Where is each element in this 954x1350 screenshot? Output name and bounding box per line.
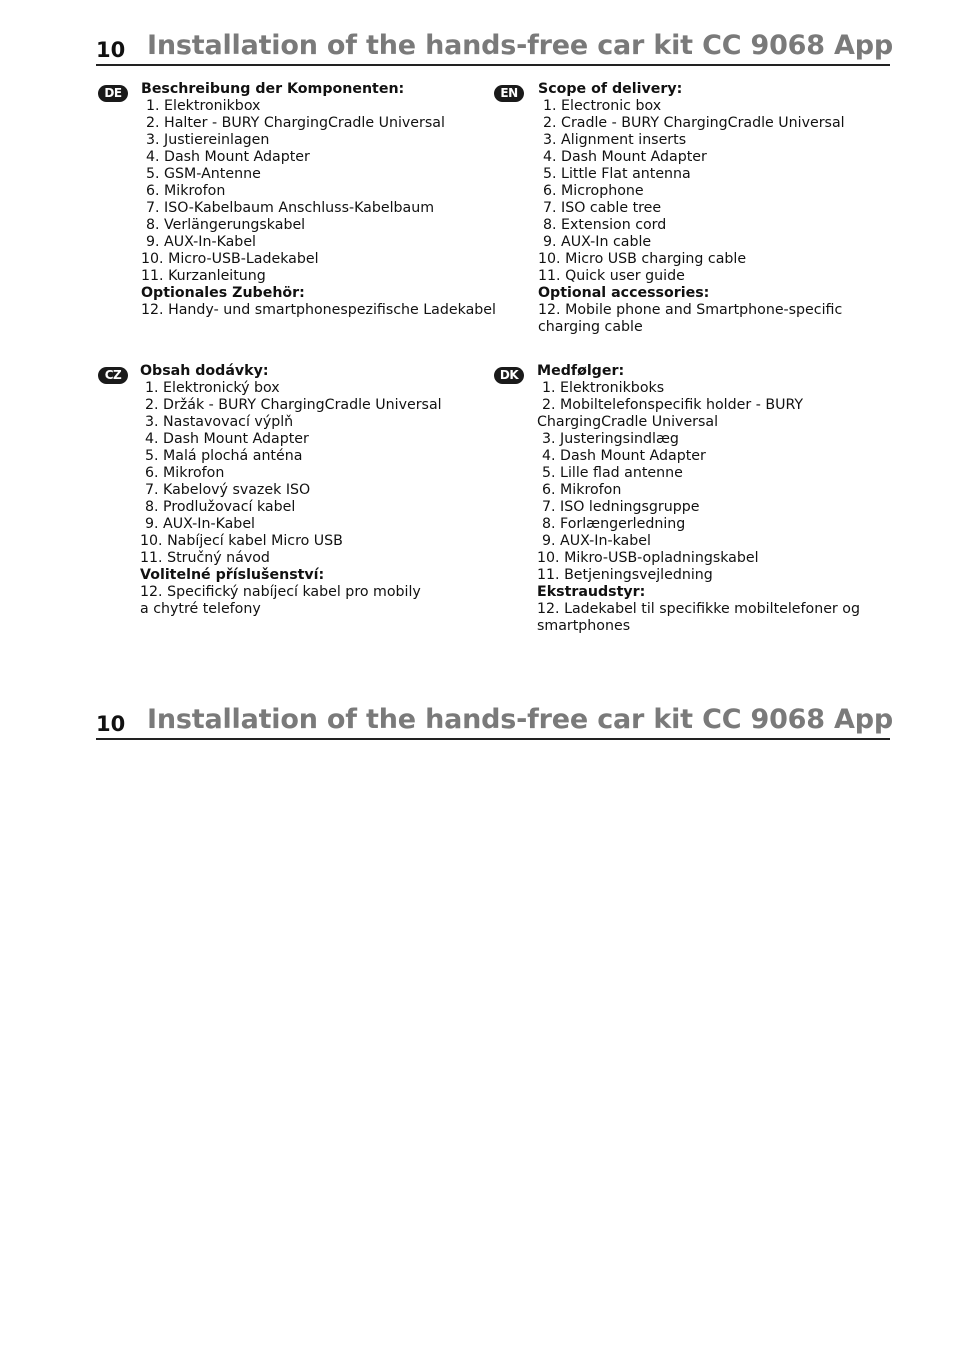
list-item: 11. Quick user guide: [538, 268, 685, 284]
language-badge-de: DE: [98, 85, 128, 102]
list-item: 8. Prodlužovací kabel: [145, 499, 296, 515]
optional-heading: Optionales Zubehör:: [141, 285, 305, 301]
section-heading: Beschreibung der Komponenten:: [141, 81, 405, 97]
list-item: 2. Cradle - BURY ChargingCradle Universal: [543, 115, 845, 131]
list-item-continuation: ChargingCradle Universal: [537, 414, 719, 430]
page-number: 10: [96, 712, 126, 736]
section-heading: Scope of delivery:: [538, 81, 683, 97]
list-item: 10. Nabíjecí kabel Micro USB: [140, 533, 343, 549]
list-item: 9. AUX-In-kabel: [542, 533, 651, 549]
list-item: 7. Kabelový svazek ISO: [145, 482, 311, 498]
optional-heading: Volitelné příslušenství:: [140, 567, 325, 583]
optional-heading: Ekstraudstyr:: [537, 584, 646, 600]
list-item: 10. Mikro-USB-opladningskabel: [537, 550, 759, 566]
optional-heading: Optional accessories:: [538, 285, 710, 301]
list-item: 8. Verlängerungskabel: [146, 217, 306, 233]
list-item: 4. Dash Mount Adapter: [146, 149, 310, 165]
list-item: 7. ISO cable tree: [543, 200, 662, 216]
component-list-dk: [537, 363, 882, 635]
list-item: 4. Dash Mount Adapter: [543, 149, 707, 165]
list-item: 8. Forlængerledning: [542, 516, 686, 532]
optional-item: 12. Mobile phone and Smartphone-specific: [538, 302, 843, 318]
section-heading: Obsah dodávky:: [140, 363, 269, 379]
optional-item-continuation: a chytré telefony: [140, 601, 261, 617]
list-item: 1. Elektronický box: [145, 380, 280, 396]
list-item: 1. Elektronikboks: [542, 380, 665, 396]
list-item: 2. Halter - BURY ChargingCradle Universal: [146, 115, 445, 131]
list-item: 10. Micro-USB-Ladekabel: [141, 251, 319, 267]
list-item: 6. Mikrofon: [145, 465, 225, 481]
optional-item: 12. Handy- und smartphonespezifische Ladekabel: [141, 302, 496, 318]
list-item: 9. AUX-In-Kabel: [146, 234, 256, 250]
page-header-top: [96, 30, 894, 66]
list-item: 3. Justiereinlagen: [146, 132, 270, 148]
list-item: 3. Nastavovací výplň: [145, 414, 294, 430]
language-badge-en: EN: [494, 85, 524, 102]
list-item: 6. Mikrofon: [542, 482, 622, 498]
section-heading: Medfølger:: [537, 363, 625, 379]
list-item: 5. Lille flad antenne: [542, 465, 683, 481]
optional-item: 12. Ladekabel til specifikke mobiltelefoner og: [537, 601, 860, 617]
optional-item-continuation: smartphones: [537, 618, 631, 634]
list-item: 11. Betjeningsvejledning: [537, 567, 713, 583]
page-title: Installation of the hands-free car kit CC 9068 App: [147, 704, 894, 735]
list-item: 4. Dash Mount Adapter: [145, 431, 309, 447]
list-item: 2. Mobiltelefonspecifik holder - BURY: [542, 397, 804, 413]
list-item: 1. Electronic box: [543, 98, 662, 114]
list-item: 7. ISO ledningsgruppe: [542, 499, 700, 515]
list-item: 8. Extension cord: [543, 217, 667, 233]
list-item: 6. Microphone: [543, 183, 644, 199]
list-item: 5. Malá plochá anténa: [145, 448, 303, 464]
list-item: 9. AUX-In cable: [543, 234, 652, 250]
list-item: 11. Stručný návod: [140, 550, 270, 566]
list-item: 10. Micro USB charging cable: [538, 251, 747, 267]
page-header-bottom: [96, 704, 894, 740]
list-item: 3. Alignment inserts: [543, 132, 687, 148]
list-item: 6. Mikrofon: [146, 183, 226, 199]
optional-item: 12. Specifický nabíjecí kabel pro mobily: [140, 584, 421, 600]
list-item: 2. Držák - BURY ChargingCradle Universal: [145, 397, 442, 413]
list-item: 7. ISO-Kabelbaum Anschluss-Kabelbaum: [146, 200, 435, 216]
component-list-de: [141, 81, 496, 319]
list-item: 4. Dash Mount Adapter: [542, 448, 706, 464]
language-badge-dk: DK: [494, 367, 524, 384]
list-item: 5. GSM-Antenne: [146, 166, 261, 182]
list-item: 9. AUX-In-Kabel: [145, 516, 255, 532]
language-badge-cz: CZ: [98, 367, 128, 384]
list-item: 5. Little Flat antenna: [543, 166, 691, 182]
component-list-en: [538, 81, 883, 336]
page-number: 10: [96, 38, 126, 62]
optional-item-continuation: charging cable: [538, 319, 643, 335]
component-list-cz: [140, 363, 485, 618]
list-item: 11. Kurzanleitung: [141, 268, 266, 284]
list-item: 3. Justeringsindlæg: [542, 431, 679, 447]
page-title: Installation of the hands-free car kit CC 9068 App: [147, 30, 894, 61]
list-item: 1. Elektronikbox: [146, 98, 261, 114]
